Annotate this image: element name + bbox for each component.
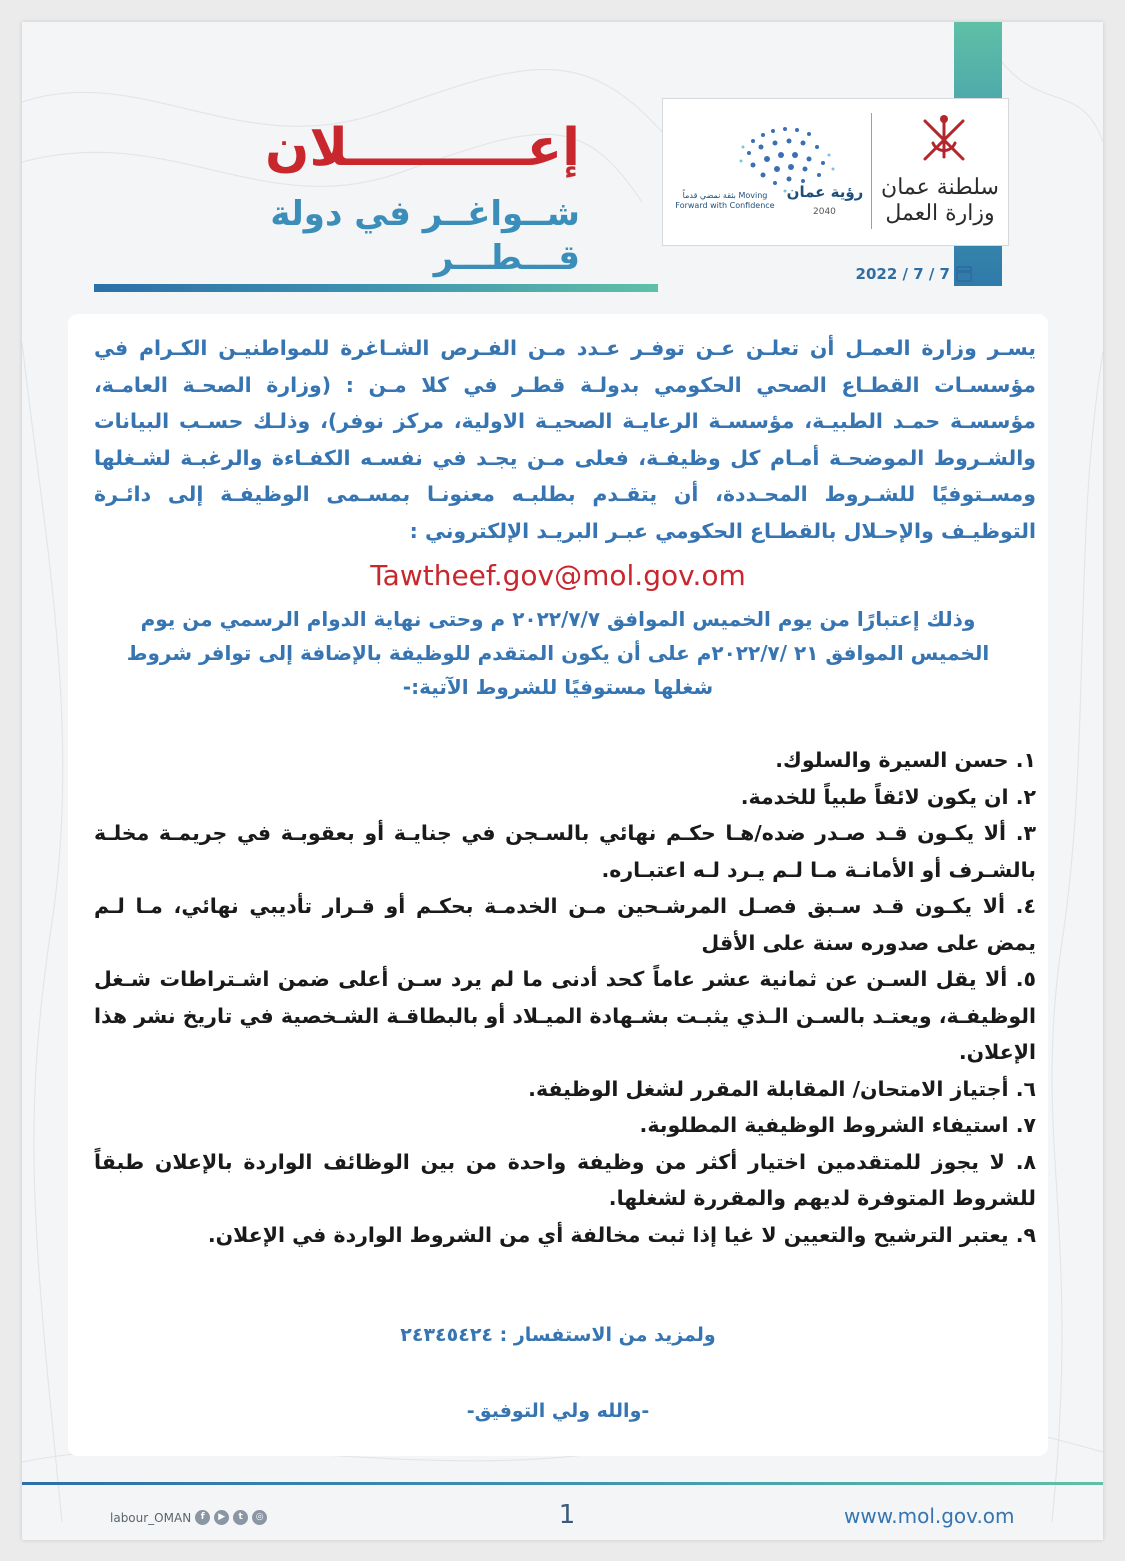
intro-paragraph: يسـر وزارة العمـل أن تعلـن عـن توفـر عـدد مـن الفـرص الشـاغرة للمواطنيـن الكـرام في مؤسسـات القطـاع الصحي الحكومي بدولـة قطـر في كلا مـن : (وزارة الصحـة العامـة، مؤسسـة حمـد الطبيـة، مؤسسـة الرعايـة الصحيـة الاولية، مركز نوفر)، وذلـك حسـب البيانات والشـروط الموضحـة أمـام كل وظيفـة، فعلى مـن يجـد في نفسـه الكفـاءة والرغبـة لشـغلها ومسـتوفيًا للشـروط المحـددة، أن يتقـدم بطلبـه معنونـا بمسـمى الوظيفـة إلى دائـرة التوظيـف والإحـلال بالقطـاع الحكومي عبـر البريـد الإلكتروني : xyxy=(94,336,1036,543)
calendar-icon xyxy=(956,266,972,282)
page-subtitle: شــواغــر في دولة قـــطـــر xyxy=(270,194,580,278)
conditions-list xyxy=(94,742,1036,1253)
website-link[interactable]: www.mol.gov.om xyxy=(844,1504,1015,1528)
social-handle-text[interactable]: labour_OMAN xyxy=(110,1510,192,1525)
vision-2040-title: رؤية عمان xyxy=(786,183,864,201)
content-card xyxy=(68,314,1048,1456)
title-underline xyxy=(94,284,658,292)
condition-item: ٦. أجتياز الامتحان/ المقابلة المقرر لشغل الوظيفة. xyxy=(528,1076,1036,1101)
date-row xyxy=(782,262,972,286)
ministry-name-line2: وزارة العمل xyxy=(885,201,995,226)
application-email[interactable]: Tawtheef.gov@mol.gov.om xyxy=(370,559,746,592)
condition-item: ٧. استيفاء الشروط الوظيفية المطلوبة. xyxy=(639,1113,1036,1137)
condition-item: ٣. ألا يكـون قـد صـدر ضده/هـا حكـم نهائي بالسـجن في جنايـة أو بعقوبـة في جريمـة مخلـة بالشـرف أو الأمانـة مـا لـم يـرد لـه اعتبـاره. xyxy=(94,821,1036,882)
condition-item: ٨. لا يجوز للمتقدمين اختيار أكثر من وظيفة واحدة من بين الوظائف الواردة بالإعلان طبقاً للشروط المتوفرة لديهم والمقررة لشغلها. xyxy=(94,1149,1036,1210)
closing-line: -والله ولي التوفيق- xyxy=(466,1400,650,1422)
social-handle xyxy=(110,1510,267,1525)
condition-item: ٢. ان يكون لائقاً طبياً للخدمة. xyxy=(740,784,1036,809)
logo-panel xyxy=(662,98,1009,246)
youtube-icon[interactable]: ▶ xyxy=(214,1510,229,1525)
facebook-icon[interactable]: f xyxy=(195,1510,210,1525)
announcement-date: 2022 / 7 / 7 xyxy=(855,265,950,283)
announcement-page xyxy=(22,22,1103,1540)
inquiry-phone: ولمزيد من الاستفسار : ٢٤٣٤٥٤٢٤ xyxy=(400,1324,716,1346)
footer-divider xyxy=(22,1482,1103,1485)
condition-item: ١. حسن السيرة والسلوك. xyxy=(775,748,1036,772)
page-number: 1 xyxy=(558,1500,576,1530)
ministry-name-line1: سلطنة عمان xyxy=(881,175,999,200)
oman-emblem-icon xyxy=(913,109,975,171)
application-period-text: وذلك إعتبارًا من يوم الخميس الموافق ٢٠٢٢/٧/٧ م وحتى نهاية الدوام الرسمي من يوم الخميس الموافق ٢١ /٢٠٢٢/٧م على أن يكون المتقدم للوظيفة بالإضافة إلى توافر شروط شغلها مستوفيًا للشروط الآتية:- xyxy=(126,607,990,699)
condition-item: ٤. ألا يكـون قـد سـبق فصـل المرشـحين مـن الخدمـة بحكـم أو قـرار تأديبي نهائي، مـا لـم يمض على صدوره سنة على الأقل xyxy=(94,894,1036,955)
vision-tagline: بثقة نمضي قدماً Moving Forward with Confidence xyxy=(675,191,775,210)
twitter-icon[interactable]: t xyxy=(233,1510,248,1525)
instagram-icon[interactable]: ◎ xyxy=(252,1510,267,1525)
condition-item: ٥. ألا يقل السـن عن ثمانية عشر عاماً كحد أدنى ما لم يرد سـن أعلى ضمن اشـتراطات شـغل الوظيفـة، ويعتـد بالسـن الـذي يثبـت بشـهادة الميـلاد أو بالبطاقـة الشـخصية في تاريخ نشر هذا الإعلان. xyxy=(94,967,1036,1064)
vision-year: 2040 xyxy=(813,207,836,217)
condition-item: ٩. يعتبر الترشيح والتعيين لا غيا إذا ثبت مخالفة أي من الشروط الواردة في الإعلان. xyxy=(207,1222,1036,1247)
page-title: إعــــــــــلان xyxy=(265,118,580,178)
logo-divider xyxy=(871,113,872,229)
ministry-name xyxy=(877,175,1003,227)
